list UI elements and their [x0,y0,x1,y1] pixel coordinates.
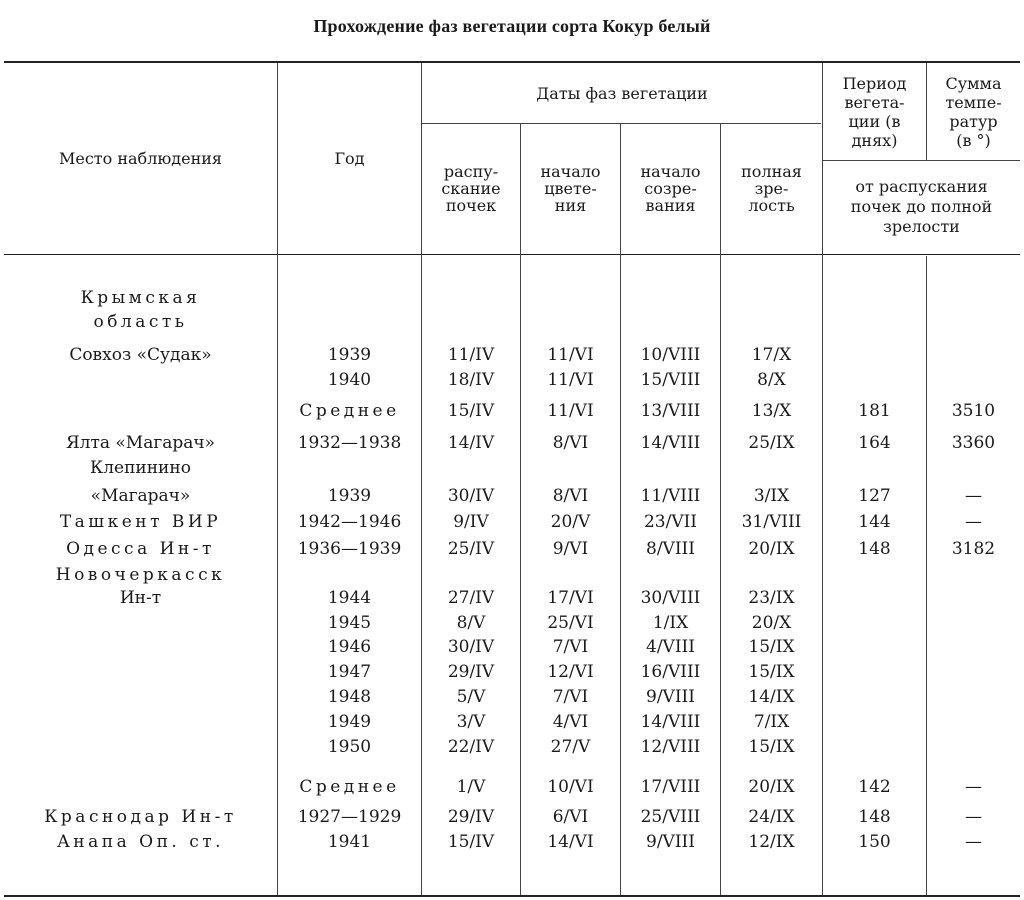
cell-budbreak: 9/IV [453,512,489,532]
cell-full: 31/VIII [741,512,802,532]
cell-full: 7/IX [753,712,790,732]
cell-budbreak: 8/V [456,613,486,633]
cell-place: Ташкент ВИР [59,512,222,532]
cell-year: 1940 [327,370,372,390]
cell-flowering: 7/VI [552,687,589,707]
cell-full: 20/IX [748,777,795,797]
cell-budbreak: 15/IV [447,832,495,852]
cell-place: Крымская [80,288,201,308]
cell-budbreak: 3/V [456,712,486,732]
cell-full: 15/IX [748,662,795,682]
cell-year: 1927—1929 [297,807,402,827]
header-flowering: начало цвете- ния [540,161,601,215]
cell-temp: — [965,777,982,797]
header-place: Место наблюдения [58,149,223,168]
cell-ripening: 14/VIII [640,712,701,732]
cell-ripening: 8/VIII [646,539,695,559]
cell-flowering: 25/VI [547,613,594,633]
cell-ripening: 15/VIII [640,370,701,390]
cell-period: 181 [858,401,891,421]
cell-period: 150 [858,832,891,852]
cell-flowering: 20/V [550,512,591,532]
cell-period: 144 [858,512,891,532]
cell-ripening: 13/VIII [640,401,701,421]
dates-group-underline [421,123,821,124]
header-period-note: от распускания почек до полной зрелости [850,177,993,236]
header-bottom-rule [4,254,1020,255]
cell-place: Совхоз «Судак» [69,345,212,365]
cell-full: 14/IX [748,687,795,707]
cell-flowering: 11/VI [547,345,594,365]
cell-full: 13/X [751,401,792,421]
cell-ripening: 4/VIII [646,637,695,657]
cell-flowering: 9/VI [552,539,589,559]
cell-ripening: 25/VIII [640,807,701,827]
cell-place: Ин-т [119,588,162,608]
cell-year: 1946 [327,637,372,657]
cell-flowering: 8/VI [552,486,589,506]
header-period: Период вегета- ции (в днях) [842,73,907,150]
cell-full: 17/X [751,345,792,365]
cell-temp: 3182 [951,539,996,559]
cell-year: 1944 [327,588,372,608]
cell-year: 1948 [327,687,372,707]
col-divider [926,256,927,895]
cell-full: 24/IX [748,807,795,827]
header-ripening: начало созре- вания [640,161,701,215]
cell-budbreak: 5/V [456,687,486,707]
cell-flowering: 4/VI [552,712,589,732]
cell-budbreak: 29/IV [447,807,495,827]
cell-year: 1950 [327,737,372,757]
cell-budbreak: 27/IV [447,588,495,608]
cell-year: Среднее [299,401,400,421]
cell-temp: — [965,486,982,506]
cell-flowering: 10/VI [547,777,594,797]
cell-flowering: 17/VI [547,588,594,608]
cell-full: 20/IX [748,539,795,559]
cell-ripening: 30/VIII [640,588,701,608]
cell-temp: 3360 [951,433,996,453]
cell-ripening: 16/VIII [640,662,701,682]
cell-flowering: 14/VI [547,832,594,852]
cell-flowering: 11/VI [547,370,594,390]
cell-ripening: 10/VIII [640,345,701,365]
cell-temp: — [965,832,982,852]
cell-budbreak: 25/IV [447,539,495,559]
cell-flowering: 8/VI [552,433,589,453]
cell-year: 1932—1938 [297,433,402,453]
cell-flowering: 7/VI [552,637,589,657]
cell-year: 1945 [327,613,372,633]
cell-budbreak: 14/IV [447,433,495,453]
cell-place: область [93,312,188,332]
cell-year: 1949 [327,712,372,732]
cell-budbreak: 22/IV [447,737,495,757]
header-year: Год [334,149,365,168]
cell-full: 3/IX [753,486,790,506]
bottom-rule [4,895,1020,897]
cell-year: 1936—1939 [297,539,402,559]
cell-place: Новочеркасск [55,565,226,585]
cell-period: 148 [858,807,891,827]
cell-ripening: 11/VIII [640,486,701,506]
cell-budbreak: 1/V [456,777,486,797]
cell-budbreak: 29/IV [447,662,495,682]
cell-flowering: 12/VI [547,662,594,682]
cell-full: 15/IX [748,637,795,657]
cell-ripening: 12/VIII [640,737,701,757]
cell-full: 12/IX [748,832,795,852]
cell-budbreak: 15/IV [447,401,495,421]
cell-flowering: 11/VI [547,401,594,421]
header-temp-sum: Сумма темпе- ратур (в °) [945,73,1002,150]
cell-period: 127 [858,486,891,506]
cell-year: 1947 [327,662,372,682]
cell-temp: — [965,807,982,827]
cell-full: 15/IX [748,737,795,757]
cell-budbreak: 18/IV [447,370,495,390]
cell-place: Анапа Оп. ст. [56,832,225,852]
cell-ripening: 9/VIII [646,687,695,707]
cell-budbreak: 30/IV [447,637,495,657]
cell-place: Ялта «Магарач» [65,433,216,453]
header-budbreak: распу- скание почек [441,161,501,215]
cell-year: 1939 [327,486,372,506]
cell-period: 148 [858,539,891,559]
cell-period: 142 [858,777,891,797]
cell-flowering: 6/VI [552,807,589,827]
cell-year: 1941 [327,832,372,852]
period-underline [822,160,1020,161]
cell-place: Краснодар Ин-т [44,807,237,827]
cell-budbreak: 30/IV [447,486,495,506]
header-full-ripeness: полная зре- лость [741,161,802,215]
cell-ripening: 9/VIII [646,832,695,852]
cell-ripening: 17/VIII [640,777,701,797]
cell-year: Среднее [299,777,400,797]
cell-period: 164 [858,433,891,453]
cell-full: 20/X [751,613,792,633]
cell-place: Одесса Ин-т [66,539,215,559]
cell-temp: 3510 [951,401,996,421]
cell-ripening: 1/IX [652,613,689,633]
table-title: Прохождение фаз вегетации сорта Кокур белый [313,16,711,36]
cell-full: 23/IX [748,588,795,608]
header-dates-group: Даты фаз вегетации [536,83,708,103]
cell-place: Клепинино [90,458,191,478]
cell-temp: — [965,512,982,532]
cell-year: 1942—1946 [297,512,402,532]
cell-full: 25/IX [748,433,795,453]
cell-place: «Магарач» [90,486,191,506]
cell-year: 1939 [327,345,372,365]
cell-budbreak: 11/IV [447,345,495,365]
cell-ripening: 14/VIII [640,433,701,453]
cell-ripening: 23/VII [643,512,698,532]
cell-flowering: 27/V [550,737,591,757]
cell-full: 8/X [757,370,786,390]
